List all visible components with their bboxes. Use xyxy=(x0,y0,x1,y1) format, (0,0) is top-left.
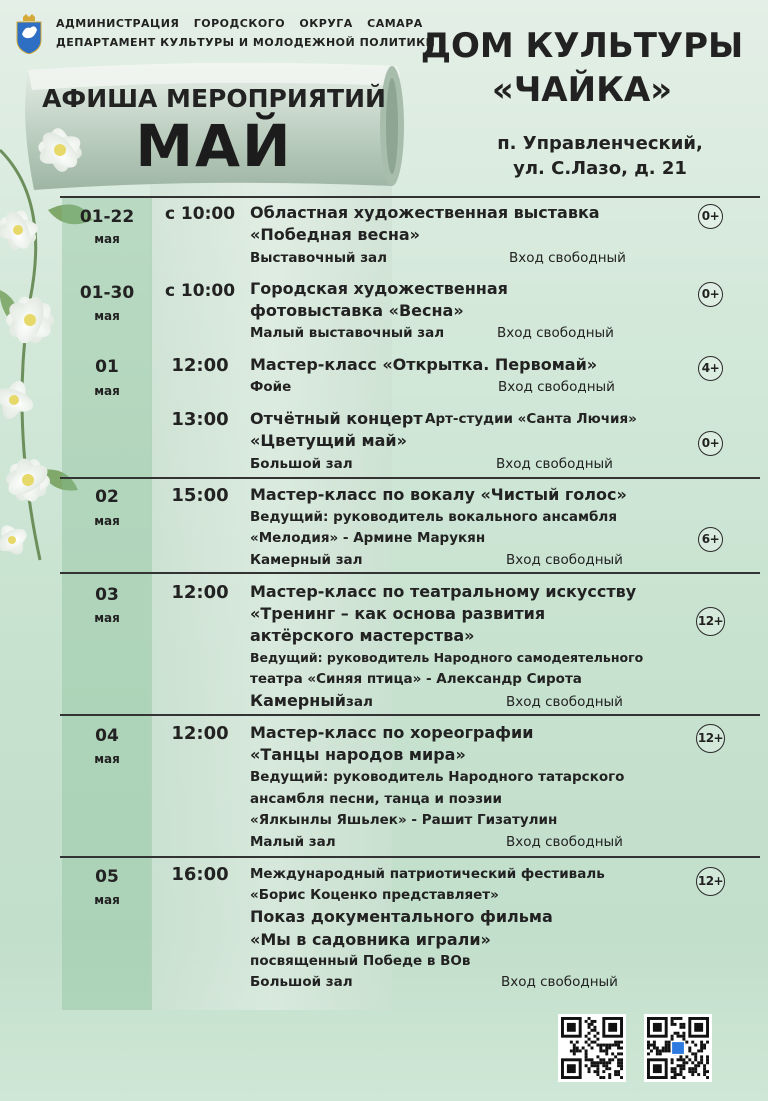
event-title: посвященный Победе в ВОв xyxy=(250,953,471,969)
age-rating: 12+ xyxy=(696,867,725,896)
event-title: фотовыставка «Весна» xyxy=(250,301,464,320)
event-title: «Мы в садовника играли» xyxy=(250,930,491,949)
event-title: «Танцы народов мира» xyxy=(250,745,466,764)
qr-code-icon[interactable] xyxy=(558,1014,626,1082)
event-month: мая xyxy=(94,611,120,625)
event-entry: Вход свободный xyxy=(506,834,623,850)
event-date: 05 xyxy=(95,867,119,887)
event-month: мая xyxy=(94,893,120,907)
admin-line-1: АДМИНИСТРАЦИЯ ГОРОДСКОГО ОКРУГА САМАРА xyxy=(56,17,423,30)
event-venue: зал xyxy=(346,694,373,710)
event-title: Областная художественная выставка xyxy=(250,203,600,222)
event-entry: Вход свободный xyxy=(506,694,623,710)
age-rating: 6+ xyxy=(698,527,723,552)
age-rating: 12+ xyxy=(696,724,725,753)
event-host: Ведущий: руководитель вокального ансамбля xyxy=(250,509,617,525)
event-date: 04 xyxy=(95,726,119,746)
event-time: 12:00 xyxy=(171,355,229,376)
vk-qr-code-pattern xyxy=(647,1017,709,1079)
event-host: «Мелодия» - Армине Марукян xyxy=(250,530,486,546)
event-venue: Малый зал xyxy=(250,834,336,850)
row-divider xyxy=(60,714,760,716)
qr-code-pattern xyxy=(561,1017,623,1079)
event-entry: Вход свободный xyxy=(509,250,626,266)
event-venue: Фойе xyxy=(250,379,292,395)
row-divider xyxy=(60,856,760,858)
event-date: 01-30 xyxy=(79,283,135,303)
event-venue: Большой зал xyxy=(250,974,353,990)
event-title: Мастер-класс по вокалу «Чистый голос» xyxy=(250,485,627,504)
event-date: 01 xyxy=(95,357,119,377)
event-title: Городская художественная xyxy=(250,279,508,298)
admin-line-2: ДЕПАРТАМЕНТ КУЛЬТУРЫ И МОЛОДЕЖНОЙ ПОЛИТИКИ xyxy=(56,36,436,49)
event-title: актёрского мастерства» xyxy=(250,626,475,645)
event-venue: Выставочный зал xyxy=(250,250,388,266)
event-venue: Малый выставочный зал xyxy=(250,325,445,341)
row-divider xyxy=(60,477,760,479)
event-title: Отчётный концерт xyxy=(250,409,423,428)
event-entry: Вход свободный xyxy=(506,552,623,568)
event-title: Мастер-класс «Открытка. Первомай» xyxy=(250,355,598,374)
event-title: «Тренинг – как основа развития xyxy=(250,604,546,623)
event-venue: Камерный xyxy=(250,691,346,710)
event-venue: Камерный зал xyxy=(250,552,363,568)
event-title: «Борис Коценко представляет» xyxy=(250,887,499,903)
samara-coat-of-arms-icon xyxy=(14,14,44,54)
event-title: Международный патриотический фестиваль xyxy=(250,866,605,882)
address-line-1: п. Управленческий, xyxy=(497,133,703,154)
event-host: ансамбля песни, танца и поэзии xyxy=(250,791,502,807)
venue-title-line-2: «ЧАЙКА» xyxy=(491,70,673,110)
event-title: «Цветущий май» xyxy=(250,431,407,450)
event-month: мая xyxy=(94,309,120,323)
event-time: с 10:00 xyxy=(164,204,236,224)
event-month: мая xyxy=(94,232,120,246)
age-rating: 0+ xyxy=(698,282,723,307)
event-date: 02 xyxy=(95,487,119,507)
event-title: Мастер-класс по хореографии xyxy=(250,723,534,742)
event-venue: Большой зал xyxy=(250,456,353,472)
event-title: Арт-студии «Санта Лючия» xyxy=(425,411,637,427)
event-title: Показ документального фильма xyxy=(250,907,553,926)
event-time: 16:00 xyxy=(171,864,229,885)
row-divider xyxy=(60,196,760,198)
event-time: 15:00 xyxy=(171,485,229,506)
event-host: театра «Синяя птица» - Александр Сирота xyxy=(250,671,582,687)
event-host: «Ялкынлы Яшьлек» - Рашит Гизатулин xyxy=(250,812,558,828)
event-time: 12:00 xyxy=(171,582,229,603)
event-title: «Победная весна» xyxy=(250,225,421,244)
event-month: мая xyxy=(94,384,120,398)
event-time: 13:00 xyxy=(171,409,229,430)
event-title: Мастер-класс по театральному искусству xyxy=(250,582,637,601)
event-entry: Вход свободный xyxy=(496,456,613,472)
age-rating: 0+ xyxy=(698,431,723,456)
event-date: 03 xyxy=(95,585,119,605)
event-host: Ведущий: руководитель Народного самодеятельного xyxy=(250,650,644,665)
vk-qr-code-icon[interactable] xyxy=(644,1014,712,1082)
address-line-2: ул. С.Лазо, д. 21 xyxy=(513,158,687,179)
event-time: 12:00 xyxy=(171,723,229,744)
event-date: 01-22 xyxy=(79,207,135,227)
venue-title-line-1: ДОМ КУЛЬТУРЫ xyxy=(420,26,744,66)
event-host: Ведущий: руководитель Народного татарского xyxy=(250,769,625,785)
row-divider xyxy=(60,572,760,574)
age-rating: 12+ xyxy=(696,607,725,636)
event-entry: Вход свободный xyxy=(498,379,615,395)
poster-month: МАЙ xyxy=(135,112,293,180)
event-time: с 10:00 xyxy=(164,281,236,301)
poster-subtitle: АФИША МЕРОПРИЯТИЙ xyxy=(42,84,386,113)
age-rating: 4+ xyxy=(698,356,723,381)
age-rating: 0+ xyxy=(698,204,723,229)
event-entry: Вход свободный xyxy=(501,974,618,990)
event-month: мая xyxy=(94,752,120,766)
event-month: мая xyxy=(94,514,120,528)
event-entry: Вход свободный xyxy=(497,325,614,341)
